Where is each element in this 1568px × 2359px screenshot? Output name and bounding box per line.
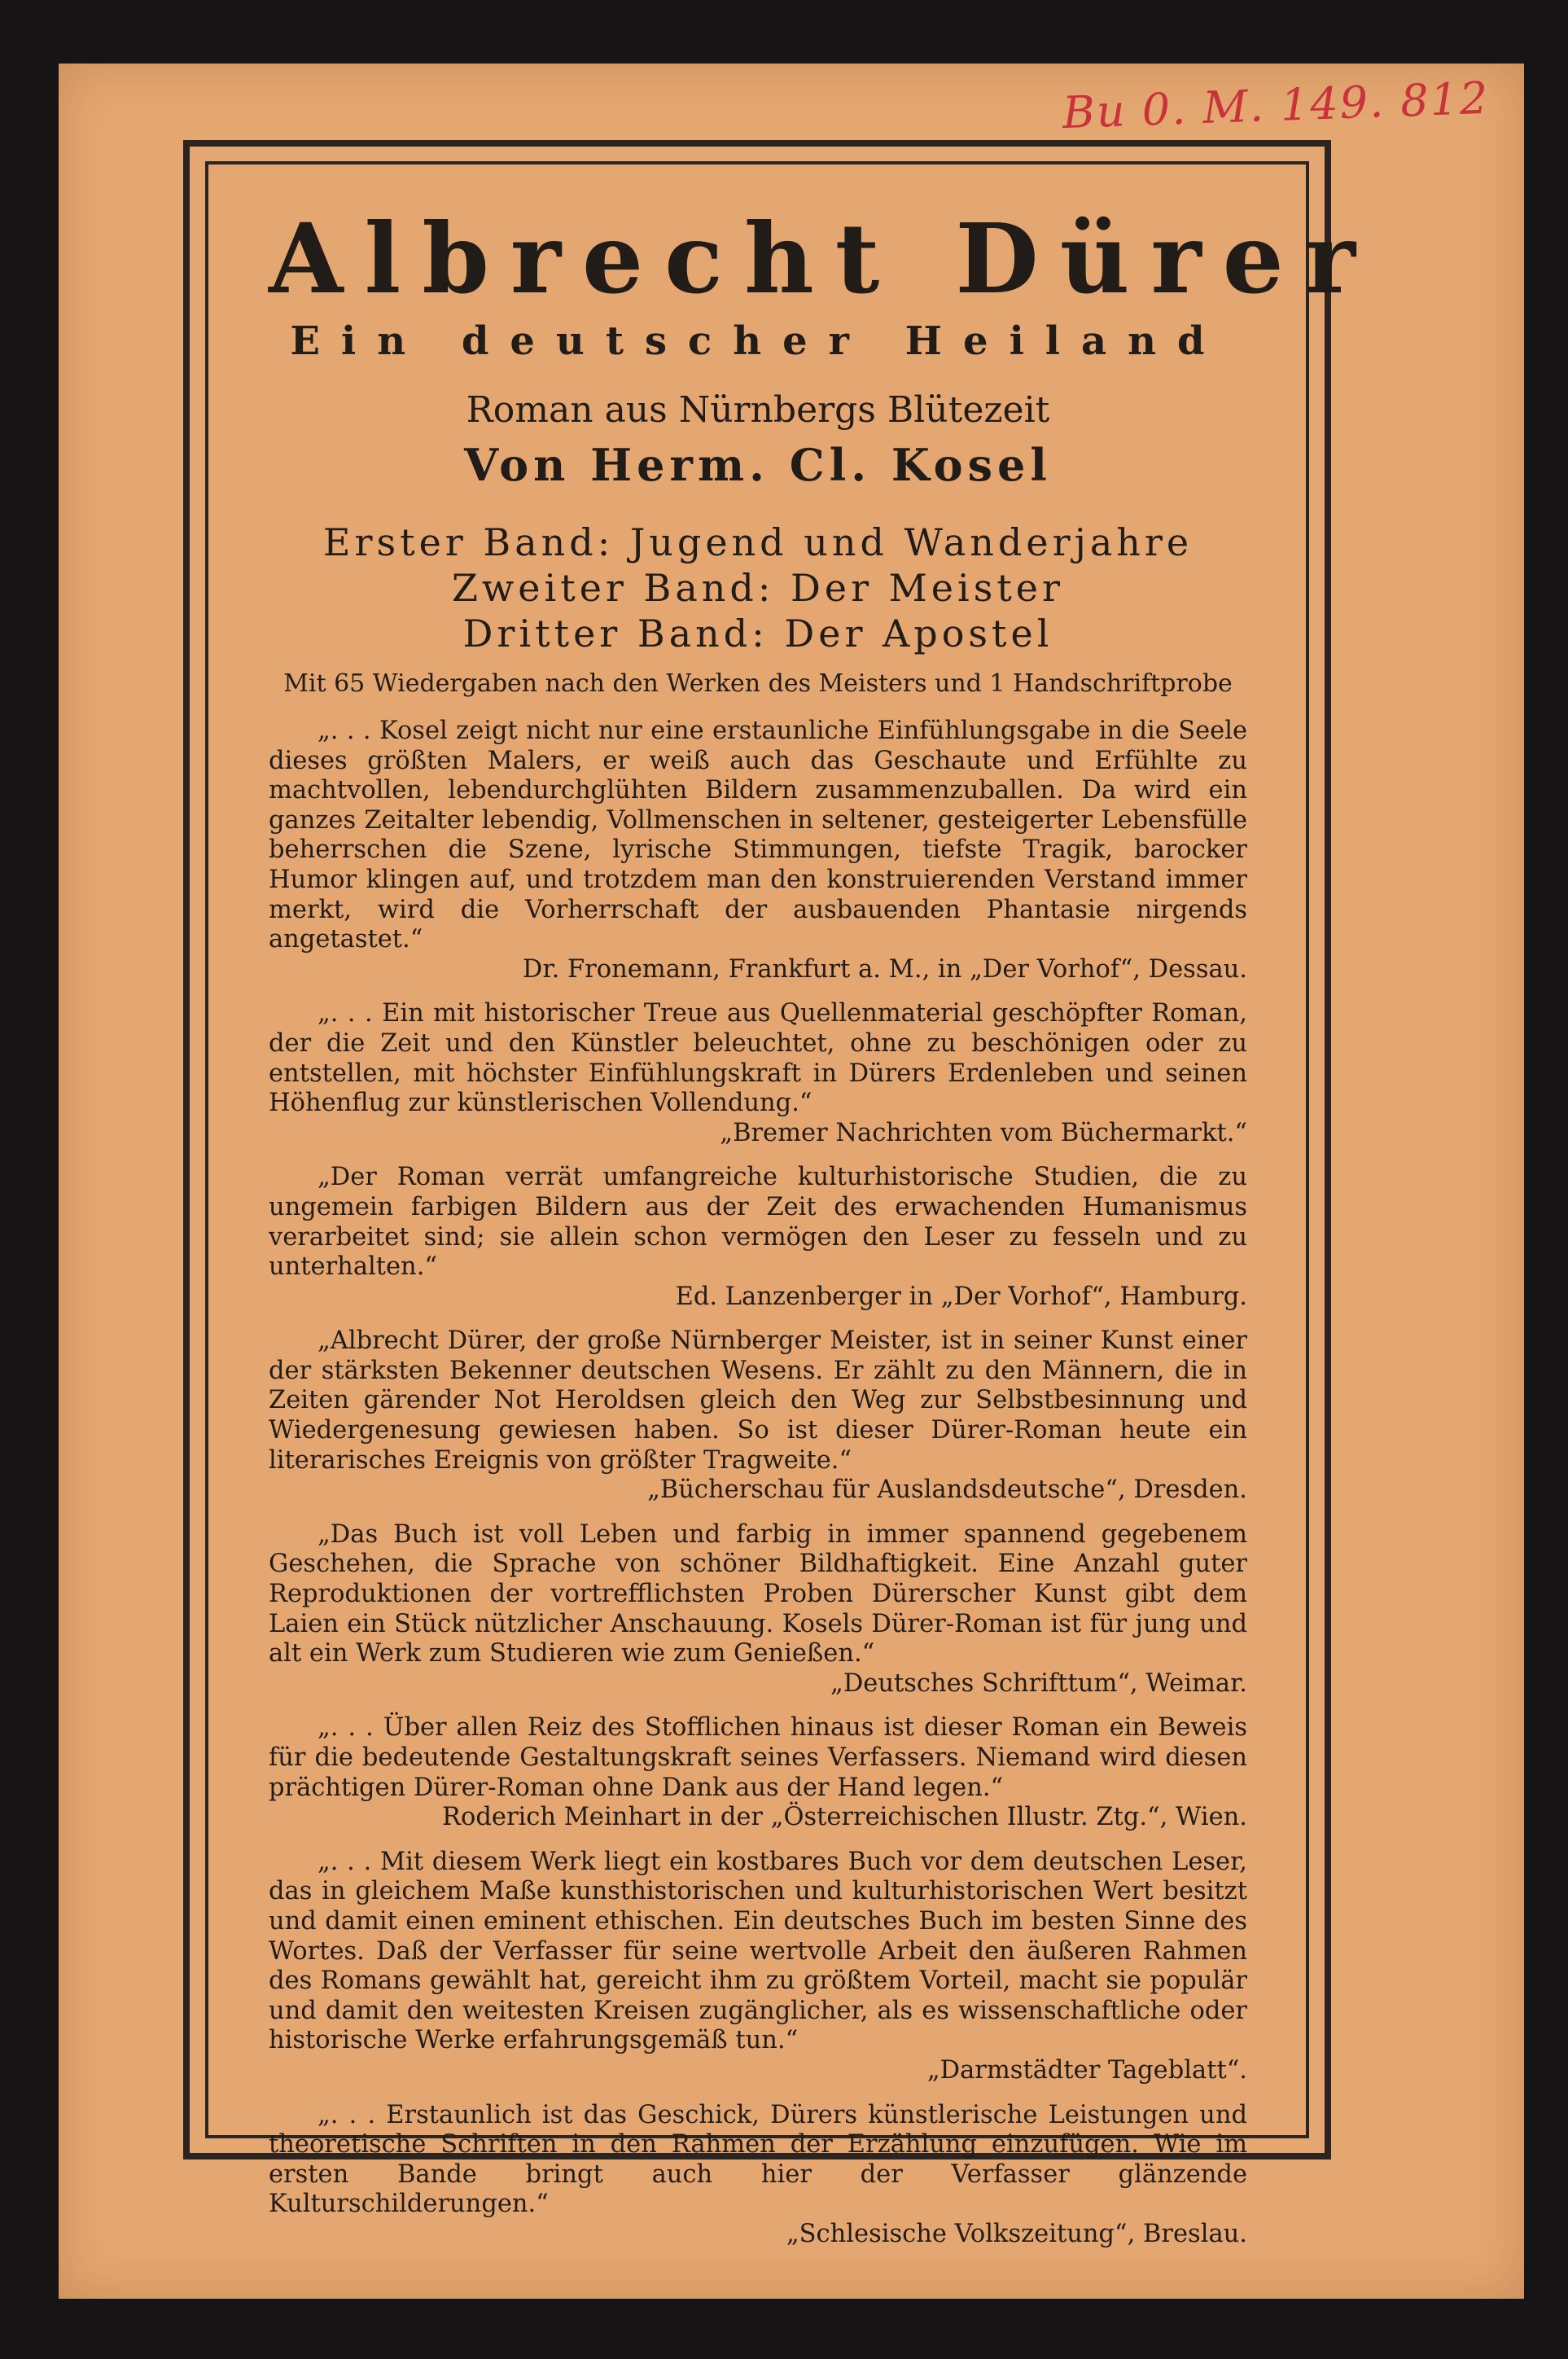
book-author: Von Herm. Cl. Kosel xyxy=(464,439,1052,491)
review-4 xyxy=(269,1326,1247,1506)
archive-number-handwritten: Bu 0. M. 149. 812 xyxy=(1062,72,1491,139)
review-source: Roderich Meinhart in der „Österreichischen Illustr. Ztg.“, Wien. xyxy=(442,1803,1247,1832)
review-text: „Albrecht Dürer, der große Nürnberger Meister, ist in seiner Kunst einer der stärksten Bekenner deutschen Wesens. Er zählt zu den Männern, die in Zeiten gärender Not Heroldsen gleich den Weg zur Selbstbesinnung und Wiedergenesung gewiesen haben. So ist dieser Dürer-Roman heute ein literarisches Ereignis von größter Tragweite.“ xyxy=(269,1326,1247,1475)
review-source: Dr. Fronemann, Frankfurt a. M., in „Der Vorhof“, Dessau. xyxy=(522,954,1247,984)
flyer-content xyxy=(269,195,1377,2250)
review-source: „Bücherschau für Auslandsdeutsche“, Dresden. xyxy=(647,1475,1247,1505)
review-text: „Der Roman verrät umfangreiche kulturhistorische Studien, die zu ungemein farbigen Bildern aus der Zeit des erwachenden Humanismus verarbeitet sind; sie allein schon vermögen den Leser zu fesseln und zu unterhalten.“ xyxy=(269,1163,1247,1282)
review-5 xyxy=(269,1520,1247,1699)
review-source: „Darmstädter Tageblatt“. xyxy=(926,2055,1247,2085)
volume-1: Erster Band: Jugend und Wanderjahre xyxy=(322,520,1194,564)
review-text: „. . . Über allen Reiz des Stofflichen hinaus ist dieser Roman ein Beweis für die bedeutende Gestaltungskraft seines Verfassers. Niemand wird diesen prächtigen Dürer-Roman ohne Dank aus der Hand legen.“ xyxy=(269,1713,1247,1802)
review-7 xyxy=(269,1848,1247,2086)
book-subtitle: Ein deutscher Heiland xyxy=(290,318,1226,364)
volume-3: Dritter Band: Der Apostel xyxy=(462,612,1053,656)
review-1 xyxy=(269,717,1247,984)
review-3 xyxy=(269,1163,1247,1312)
review-text: „. . . Ein mit historischer Treue aus Quellenmaterial geschöpfter Roman, der die Zeit und den Künstler beleuchtet, ohne zu beschönigen oder zu entstellen, mit höchster Einfühlungskraft in Dürers Erdenleben und seinen Höhenflug zur künstlerischen Vollendung.“ xyxy=(269,999,1247,1118)
review-text: „. . . Erstaunlich ist das Geschick, Dürers künstlerische Leistungen und theoretische Schriften in den Rahmen der Erzählung einzufügen. Wie im ersten Bande bringt auch hier der Verfasser glänzende Kulturschilderungen.“ xyxy=(269,2100,1247,2219)
review-2 xyxy=(269,999,1247,1148)
review-source: „Schlesische Volkszeitung“, Breslau. xyxy=(786,2219,1247,2248)
illustrations-note: Mit 65 Wiedergaben nach den Werken des Meisters und 1 Handschriftprobe xyxy=(283,669,1233,698)
review-8 xyxy=(269,2101,1247,2250)
book-title: Albrecht Dürer xyxy=(269,202,1377,315)
review-text: „. . . Kosel zeigt nicht nur eine erstaunliche Einfühlungsgabe in die Seele dieses größten Malers, er weiß auch das Geschaute und Erfühlte zu machtvollen, lebendurchglühten Bildern zusammenzuballen. Da wird ein ganzes Zeitalter lebendig, Vollmenschen in seltener, gesteigerter Lebensfülle beherrschen die Szene, lyrische Stimmungen, tiefste Tragik, barocker Humor klingen auf, und trotzdem man den konstruierenden Verstand immer merkt, wird die Vorherrschaft der ausbauenden Phantasie nirgends angetastet.“ xyxy=(269,717,1247,954)
review-source: Ed. Lanzenberger in „Der Vorhof“, Hamburg. xyxy=(675,1282,1247,1311)
review-source: „Bremer Nachrichten vom Büchermarkt.“ xyxy=(720,1118,1247,1147)
review-text: „Das Buch ist voll Leben und farbig in immer spannend gegebenem Geschehen, die Sprache von schöner Bildhaftigkeit. Eine Anzahl guter Reproduktionen der vortrefflichsten Proben Dürerscher Kunst gibt dem Laien ein Stück nützlicher Anschauung. Kosels Dürer-Roman ist für jung und alt ein Werk zum Studieren wie zum Genießen.“ xyxy=(269,1519,1247,1668)
review-6 xyxy=(269,1713,1247,1832)
volume-2: Zweiter Band: Der Meister xyxy=(451,566,1065,610)
review-text: „. . . Mit diesem Werk liegt ein kostbares Buch vor dem deutschen Leser, das in gleichem Maße kunsthistorischen und kulturhistorischen Wert besitzt und damit einen eminent ethischen. Ein deutsches Buch im besten Sinne des Wortes. Daß der Verfasser für seine wertvolle Arbeit den äußeren Rahmen des Romans gewählt hat, gereicht ihm zu größtem Vorteil, macht sie populär und damit den weitesten Kreisen zugänglicher, als es wissenschaftliche oder historische Werke erfahrungsgemäß tun.“ xyxy=(269,1847,1247,2055)
book-tagline: Roman aus Nürnbergs Blütezeit xyxy=(466,389,1050,431)
review-source: „Deutsches Schrifttum“, Weimar. xyxy=(830,1668,1247,1698)
